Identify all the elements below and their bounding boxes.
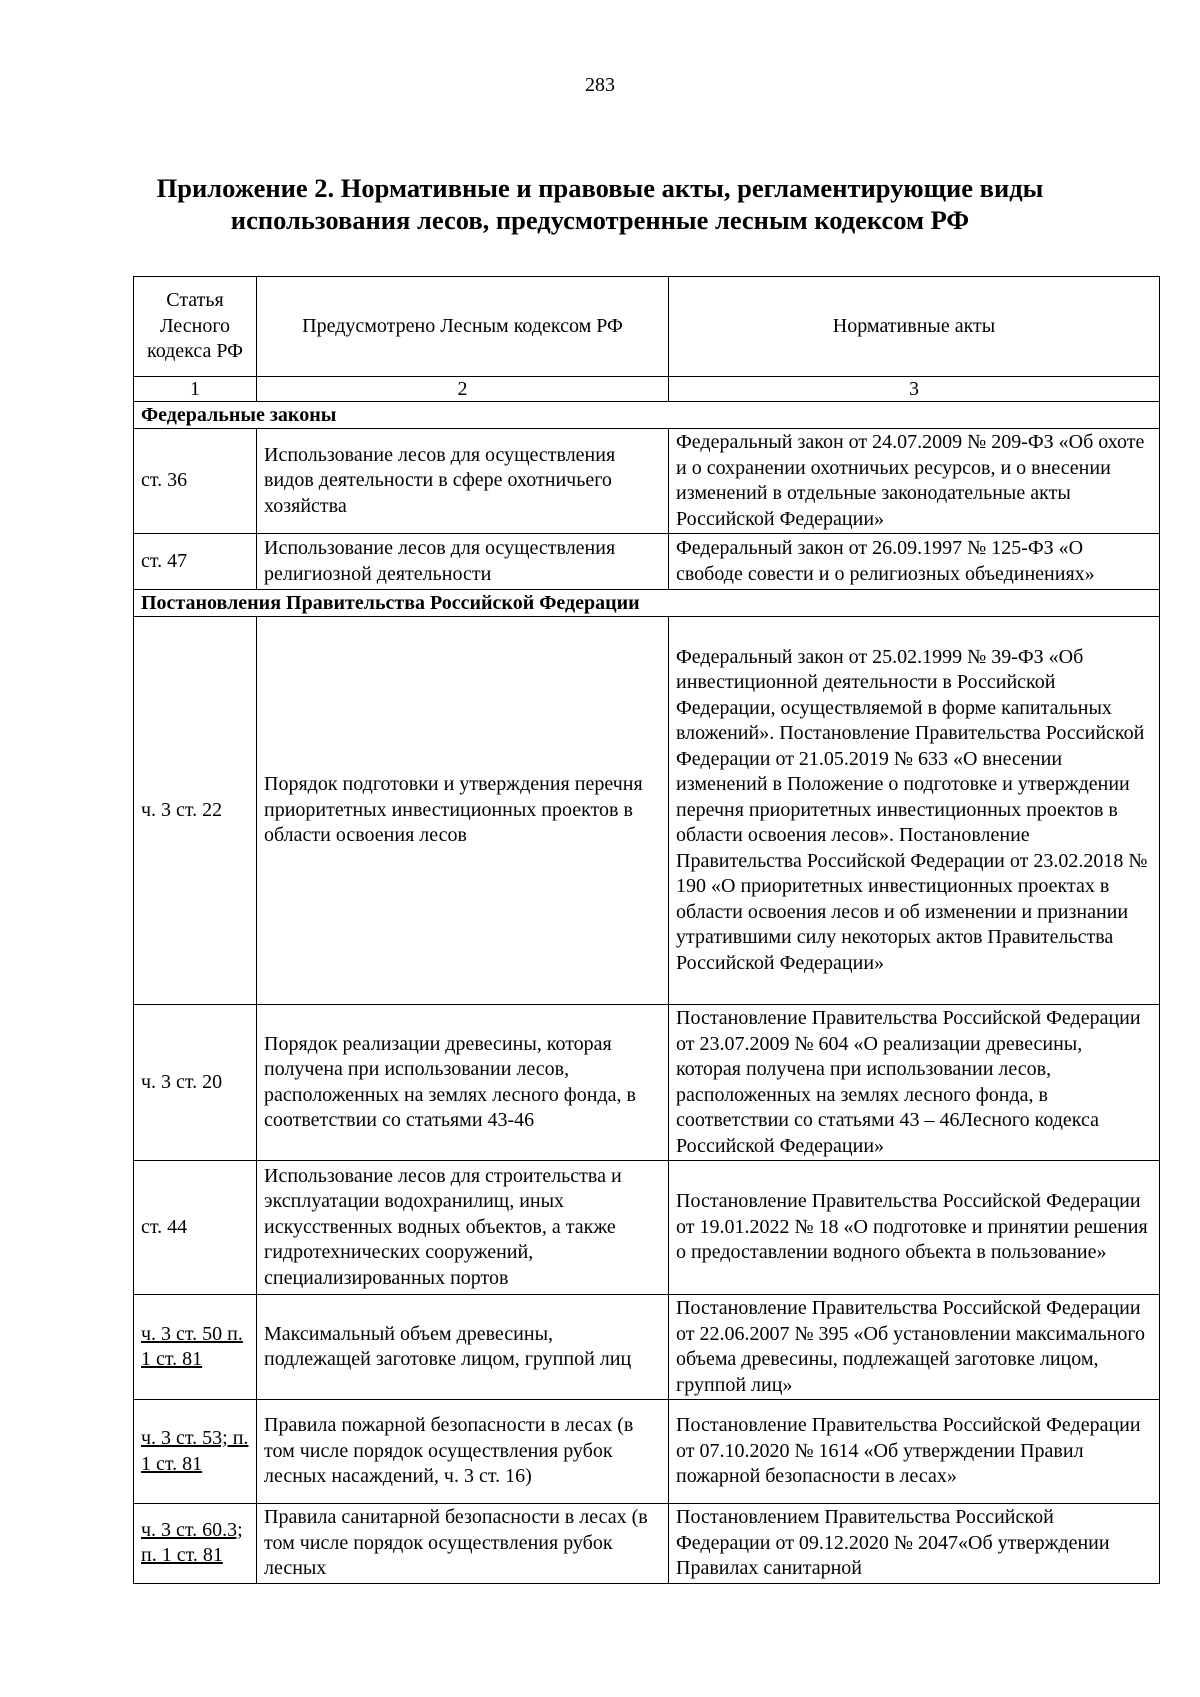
- article-cell: ч. 3 ст. 50 п. 1 ст. 81: [134, 1295, 257, 1400]
- acts-cell: Постановление Правительства Российской Федерации от 07.10.2020 № 1614 «Об утверждении Правил пожарной безопасности в лесах»: [669, 1400, 1160, 1504]
- title-line-2: использования лесов, предусмотренные лесным кодексом РФ: [230, 205, 970, 235]
- provision-cell: Порядок реализации древесины, которая получена при использовании лесов, расположенных на землях лесного фонда, в соответствии со статьями 43-46: [257, 1005, 669, 1161]
- normative-acts-table: [133, 276, 1160, 1584]
- table-row: [134, 534, 1160, 590]
- acts-cell: Постановление Правительства Российской Федерации от 23.07.2009 № 604 «О реализации древесины, которая получена при использовании лесов, расположенных на землях лесного фонда, в соответствии со статьями 43 – 46Лесного кодекса Российской Федерации»: [669, 1005, 1160, 1161]
- section-title: Федеральные законы: [134, 402, 1160, 429]
- section-row: [134, 590, 1160, 617]
- section-title: Постановления Правительства Российской Федерации: [134, 590, 1160, 617]
- title-line-1: Приложение 2. Нормативные и правовые акты, регламентирующие виды: [156, 173, 1044, 203]
- table-row: [134, 1504, 1160, 1584]
- article-cell: ч. 3 ст. 60.3; п. 1 ст. 81: [134, 1504, 257, 1584]
- article-cell: ст. 47: [134, 534, 257, 590]
- acts-cell: Постановлением Правительства Российской Федерации от 09.12.2020 № 2047«Об утверждении Правилах санитарной: [669, 1504, 1160, 1584]
- section-row: [134, 402, 1160, 429]
- header-acts: Нормативные акты: [669, 277, 1160, 377]
- page-number: 283: [585, 74, 615, 96]
- table-row: [134, 1400, 1160, 1504]
- provision-cell: Максимальный объем древесины, подлежащей заготовке лицом, группой лиц: [257, 1295, 669, 1400]
- header-article: Статья Лесного кодекса РФ: [134, 277, 257, 377]
- provision-cell: Правила пожарной безопасности в лесах (в том числе порядок осуществления рубок лесных насаждений, ч. 3 ст. 16): [257, 1400, 669, 1504]
- column-number: 3: [669, 377, 1160, 402]
- article-cell: ч. 3 ст. 53; п. 1 ст. 81: [134, 1400, 257, 1504]
- article-cell: ст. 36: [134, 429, 257, 534]
- table-row: [134, 429, 1160, 534]
- table-row: [134, 617, 1160, 1005]
- table-row: [134, 1161, 1160, 1295]
- provision-cell: Использование лесов для осуществления видов деятельности в сфере охотничьего хозяйства: [257, 429, 669, 534]
- column-number: 2: [257, 377, 669, 402]
- article-cell: ч. 3 ст. 22: [134, 617, 257, 1005]
- acts-cell: Постановление Правительства Российской Федерации от 22.06.2007 № 395 «Об установлении максимального объема древесины, подлежащей заготовке лицом, группой лиц»: [669, 1295, 1160, 1400]
- article-cell: ч. 3 ст. 20: [134, 1005, 257, 1161]
- table-header-row: [134, 277, 1160, 377]
- provision-cell: Порядок подготовки и утверждения перечня приоритетных инвестиционных проектов в области освоения лесов: [257, 617, 669, 1005]
- table-row: [134, 1005, 1160, 1161]
- provision-cell: Использование лесов для осуществления религиозной деятельности: [257, 534, 669, 590]
- acts-cell: Федеральный закон от 25.02.1999 № 39-ФЗ «Об инвестиционной деятельности в Российской Федерации, осуществляемой в форме капитальных вложений». Постановление Правительства Российской Федерации от 21.05.2019 № 633 «О внесении изменений в Положение о подготовке и утверждении перечня приоритетных инвестиционных проектов в области освоения лесов». Постановление Правительства Российской Федерации от 23.02.2018 № 190 «О приоритетных инвестиционных проектах в области освоения лесов и об изменении и признании утратившими силу некоторых актов Правительства Российской Федерации»: [669, 617, 1160, 1005]
- column-number: 1: [134, 377, 257, 402]
- page-title: [130, 172, 1070, 236]
- table-row: [134, 1295, 1160, 1400]
- article-cell: ст. 44: [134, 1161, 257, 1295]
- column-number-row: [134, 377, 1160, 402]
- acts-cell: Постановление Правительства Российской Федерации от 19.01.2022 № 18 «О подготовке и принятии решения о предоставлении водного объекта в пользование»: [669, 1161, 1160, 1295]
- provision-cell: Правила санитарной безопасности в лесах (в том числе порядок осуществления рубок лесных: [257, 1504, 669, 1584]
- acts-cell: Федеральный закон от 24.07.2009 № 209-ФЗ «Об охоте и о сохранении охотничьих ресурсов, и о внесении изменений в отдельные законодательные акты Российской Федерации»: [669, 429, 1160, 534]
- header-provision: Предусмотрено Лесным кодексом РФ: [257, 277, 669, 377]
- provision-cell: Использование лесов для строительства и эксплуатации водохранилищ, иных искусственных водных объектов, а также гидротехнических сооружений, специализированных портов: [257, 1161, 669, 1295]
- acts-cell: Федеральный закон от 26.09.1997 № 125-ФЗ «О свободе совести и о религиозных объединениях»: [669, 534, 1160, 590]
